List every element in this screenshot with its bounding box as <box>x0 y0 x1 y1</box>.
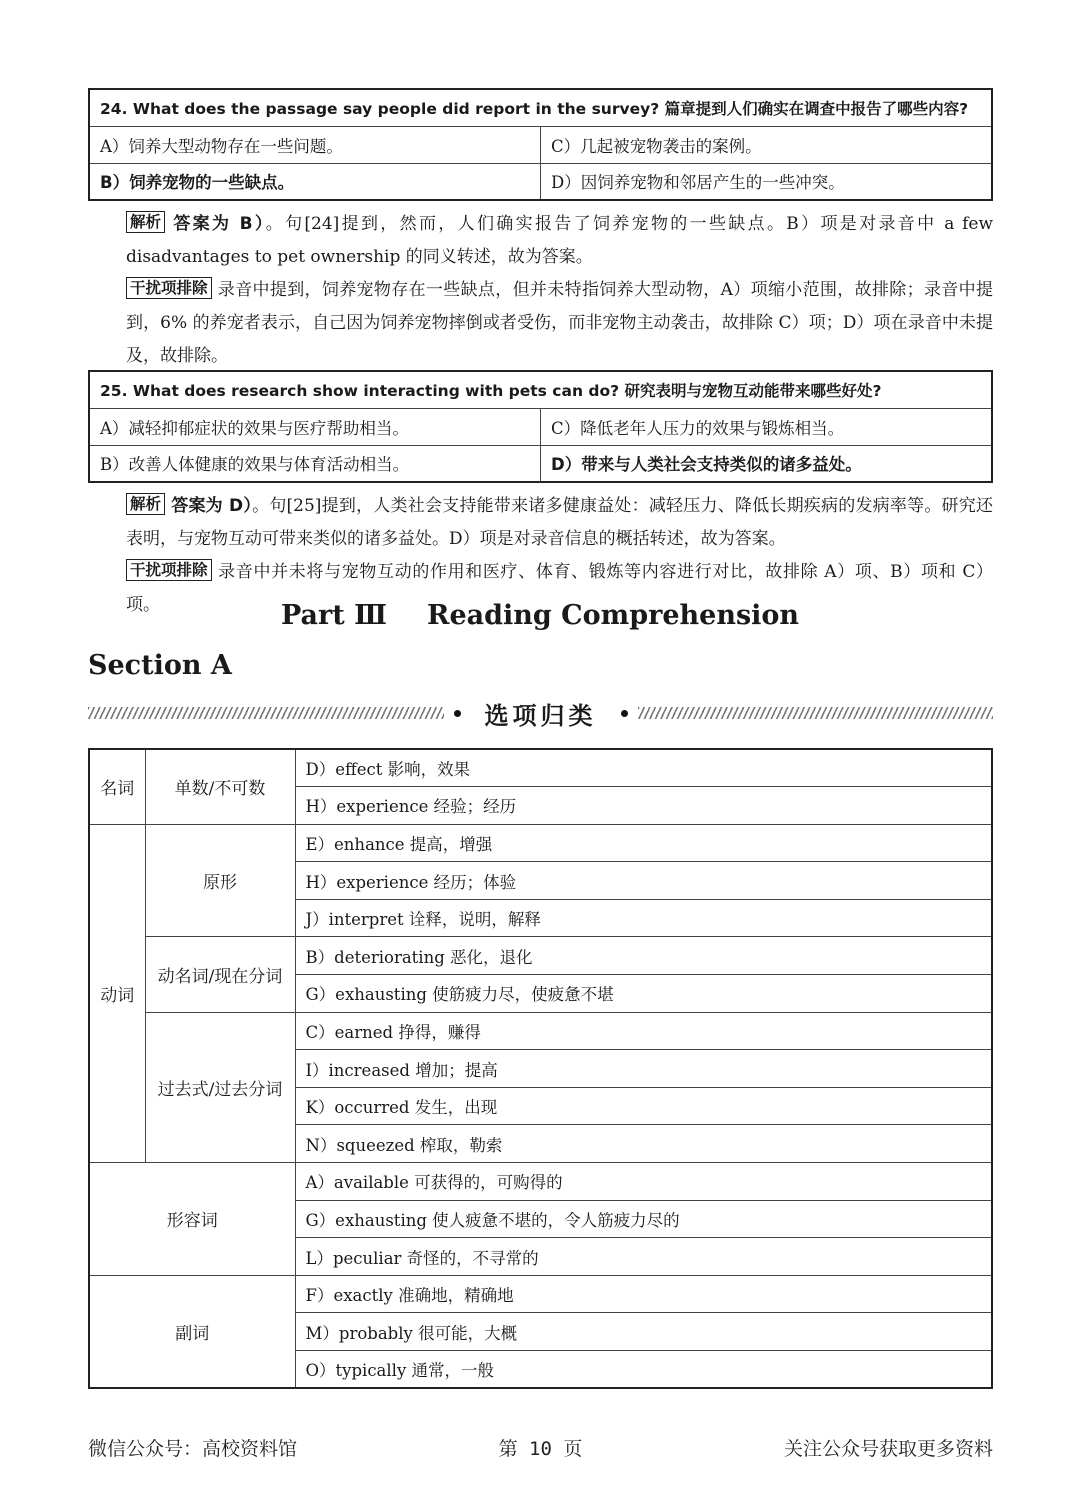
question-24-analysis <box>88 208 993 274</box>
vocab-entry: D）effect 影响，效果 <box>295 749 992 787</box>
hatch-divider <box>638 707 994 719</box>
question-24-option-b: B）饲养宠物的一些缺点。 <box>89 163 541 200</box>
analysis-text: 。句[25]提到，人类社会支持能带来诸多健康益处：减轻压力、降低长期疾病的发病率等。研究还表明，与宠物互动可带来类似的诸多益处。D）项是对录音信息的概括转述，故为答案。 <box>126 496 993 549</box>
question-25-option-a: A）减轻抑郁症状的效果与医疗帮助相当。 <box>89 408 541 445</box>
question-25-option-b: B）改善人体健康的效果与体育活动相当。 <box>89 445 541 482</box>
vocab-entry: J）interpret 诠释，说明，解释 <box>295 899 992 937</box>
vocab-entry: A）available 可获得的，可购得的 <box>295 1163 992 1201</box>
part-title <box>0 600 1080 631</box>
banner-title: 选项归类 <box>484 701 597 730</box>
answer-text: 答案为 D） <box>171 496 253 516</box>
category-adverb: 副词 <box>89 1275 295 1388</box>
question-25-option-d: D）带来与人类社会支持类似的诸多益处。 <box>541 445 993 482</box>
vocab-entry: G）exhausting 使人疲惫不堪的，令人筋疲力尽的 <box>295 1200 992 1238</box>
vocab-entry: E）enhance 提高，增强 <box>295 824 992 862</box>
vocab-entry: I）increased 增加；提高 <box>295 1050 992 1088</box>
question-24-option-a: A）饲养大型动物存在一些问题。 <box>89 126 541 163</box>
analysis-tag: 解析 <box>126 493 165 515</box>
question-25-option-c: C）降低老年人压力的效果与锻炼相当。 <box>541 408 993 445</box>
subcategory-present-participle: 动名词/现在分词 <box>145 937 295 1012</box>
section-title: Section A <box>88 650 232 681</box>
distractor-tag: 干扰项排除 <box>126 277 212 299</box>
category-noun: 名词 <box>89 749 145 824</box>
vocab-entry: L）peculiar 奇怪的，不寻常的 <box>295 1238 992 1276</box>
distractor-text: 录音中并未将与宠物互动的作用和医疗、体育、锻炼等内容进行对比，故排除 A）项、B）项和 C）项。 <box>126 562 993 615</box>
distractor-tag: 干扰项排除 <box>126 559 212 581</box>
vocab-entry: O）typically 通常，一般 <box>295 1351 992 1389</box>
question-25-table <box>88 370 993 483</box>
subcategory-base-form: 原形 <box>145 824 295 937</box>
vocab-entry: F）exactly 准确地，精确地 <box>295 1275 992 1313</box>
hatch-divider <box>88 707 444 719</box>
vocab-entry: H）experience 经历；体验 <box>295 862 992 900</box>
subcategory-past-participle: 过去式/过去分词 <box>145 1012 295 1162</box>
question-25-analysis <box>88 490 993 556</box>
question-24-stem: 24. What does the passage say people did report in the survey? 篇章提到人们确实在调查中报告了哪些内容? <box>89 89 992 126</box>
page-number: 第 10 页 <box>498 1438 583 1460</box>
vocab-entry: H）experience 经验；经历 <box>295 787 992 825</box>
vocab-entry: K）occurred 发生，出现 <box>295 1087 992 1125</box>
category-verb: 动词 <box>89 824 145 1162</box>
analysis-text: 。句[24]提到，然而，人们确实报告了饲养宠物的一些缺点。B）项是对录音中 a few disadvantages to pet ownership 的同义转述，故为答案。 <box>126 214 993 267</box>
footer-wechat: 微信公众号：高校资料馆 <box>88 1438 298 1460</box>
page-footer <box>88 1434 993 1461</box>
category-adjective: 形容词 <box>89 1163 295 1276</box>
question-25-stem: 25. What does research show interacting with pets can do? 研究表明与宠物互动能带来哪些好处? <box>89 371 992 408</box>
vocab-entry: B）deteriorating 恶化，退化 <box>295 937 992 975</box>
distractor-text: 录音中提到，饲养宠物存在一些缺点，但并未特指饲养大型动物，A）项缩小范围，故排除；录音中提到，6% 的养宠者表示，自己因为饲养宠物摔倒或者受伤，而非宠物主动袭击，故排除 C）项；D）项在录音中未提及，故排除。 <box>126 280 993 366</box>
footer-follow: 关注公众号获取更多资料 <box>783 1438 993 1460</box>
part-number: Part Ⅲ <box>280 600 387 631</box>
answer-text: 答案为 B） <box>171 214 266 234</box>
subcategory-singular: 单数/不可数 <box>145 749 295 824</box>
vocab-entry: M）probably 很可能，大概 <box>295 1313 992 1351</box>
question-24-option-c: C）几起被宠物袭击的案例。 <box>541 126 993 163</box>
bullet-dot <box>454 710 461 717</box>
part-name: Reading Comprehension <box>427 600 800 631</box>
category-banner <box>88 696 993 730</box>
bullet-dot <box>621 710 628 717</box>
vocab-entry: C）earned 挣得，赚得 <box>295 1012 992 1050</box>
vocab-entry: N）squeezed 榨取，勒索 <box>295 1125 992 1163</box>
question-24-distractor <box>88 274 993 373</box>
question-24-option-d: D）因饲养宠物和邻居产生的一些冲突。 <box>541 163 993 200</box>
vocab-entry: G）exhausting 使筋疲力尽，使疲惫不堪 <box>295 975 992 1013</box>
vocabulary-table <box>88 748 993 1389</box>
question-24-table <box>88 88 993 201</box>
analysis-tag: 解析 <box>126 211 165 233</box>
